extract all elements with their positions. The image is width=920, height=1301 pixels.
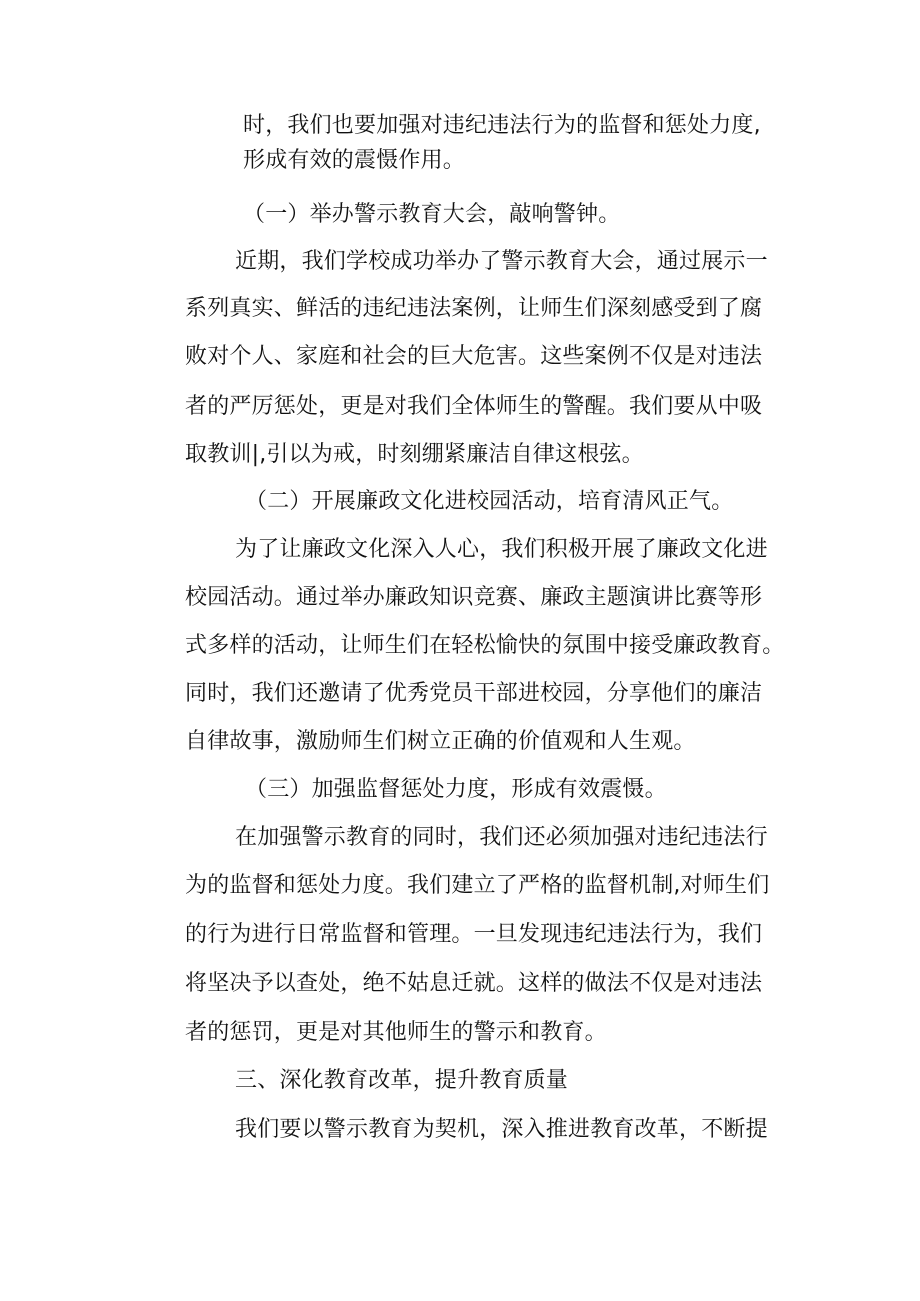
text-line: 取教训|,引以为戒，时刻绷紧廉洁自律这根弦。 (185, 442, 644, 467)
text-line: 系列真实、鲜活的违纪违法案例，让师生们深刻感受到了腐 (185, 296, 763, 321)
text-line: 的行为进行日常监督和管理。一旦发现违纪违法行为，我们 (185, 922, 763, 947)
section-heading: （二）开展廉政文化进校园活动，培育清风正气。 (245, 489, 734, 514)
section-heading: （三）加强监督惩处力度，形成有效震慑。 (245, 777, 667, 802)
text-line: 校园活动。通过举办廉政知识竞赛、廉政主题演讲比赛等形 (185, 585, 763, 610)
text-line: 式多样的活动，让师生们在轻松愉快的氛围中接受廉政教育。 (185, 633, 785, 658)
text-line: 者的惩罚，更是对其他师生的警示和教育。 (185, 1020, 607, 1045)
text-line: 为了让廉政文化深入人心，我们积极开展了廉政文化进 (235, 537, 768, 562)
text-line: 同时，我们还邀请了优秀党员干部进校园，分享他们的廉洁 (185, 681, 763, 706)
text-line: 我们要以警示教育为契机，深入推进教育改革，不断提 (235, 1117, 768, 1142)
text-line: 将坚决予以查处，绝不姑息迁就。这样的做法不仅是对违法 (185, 971, 763, 996)
text-line: 在加强警示教育的同时，我们还必须加强对违纪违法行 (235, 825, 768, 850)
text-line: 者的严厉惩处，更是对我们全体师生的警醒。我们要从中吸 (185, 394, 763, 419)
text-line: 时，我们也要加强对违纪违法行为的监督和惩处力度, (243, 113, 761, 138)
text-line: 败对个人、家庭和社会的巨大危害。这些案例不仅是对违法 (185, 344, 763, 369)
text-line: 为的监督和惩处力度。我们建立了严格的监督机制,对师生们 (185, 873, 770, 898)
section-heading: 三、深化教育改革，提升教育质量 (235, 1068, 569, 1093)
section-heading: （一）举办警示教育大会，敲响警钟。 (243, 202, 621, 227)
text-line: 近期，我们学校成功举办了警示教育大会，通过展示一 (235, 249, 768, 274)
text-line: 形成有效的震慑作用。 (243, 148, 466, 173)
text-line: 自律故事，激励师生们树立正确的价值观和人生观。 (185, 729, 696, 754)
